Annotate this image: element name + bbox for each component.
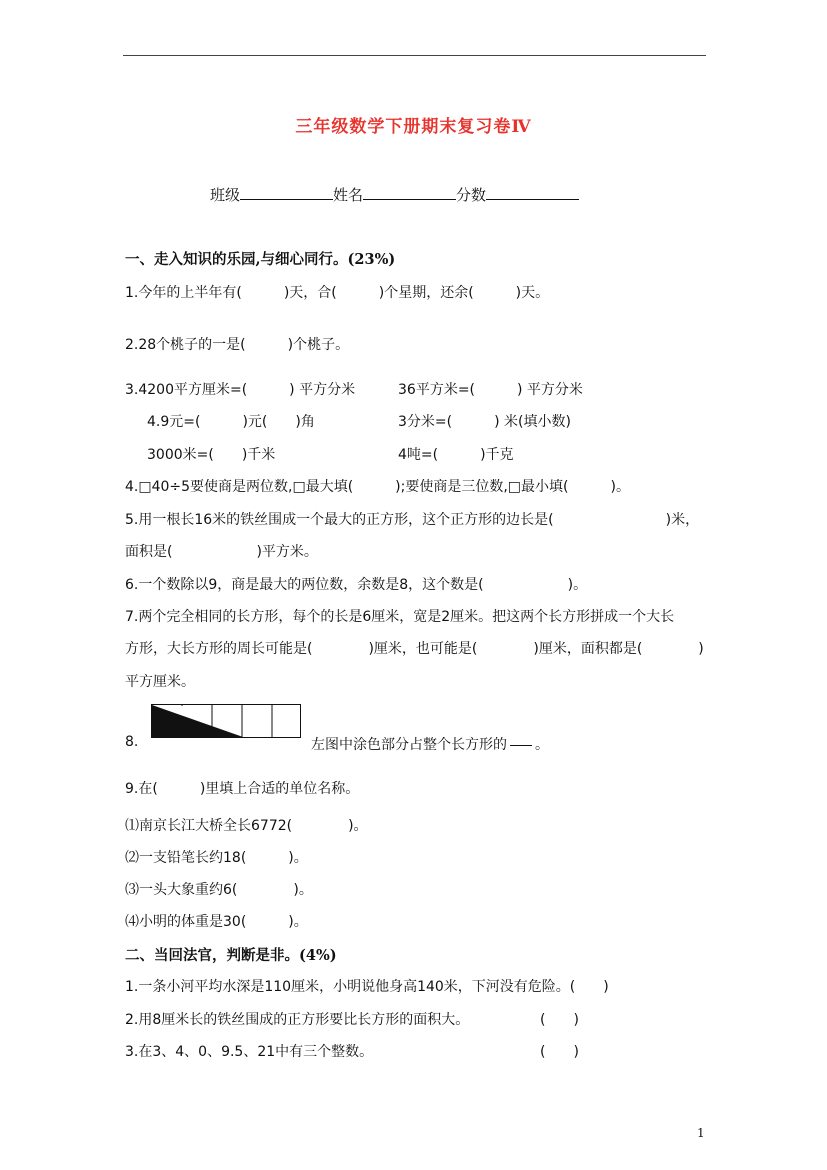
judge-3-blank[interactable]: ( ) (540, 1044, 579, 1060)
judge-3: 3.在3、4、0、9.5、21中有三个整数。 (125, 1044, 374, 1060)
question-3a: 3.4200平方厘米=( ) 平方分米 (125, 382, 356, 398)
question-3c: 4.9元=( )元( )角 (147, 414, 315, 430)
score-blank[interactable] (486, 185, 579, 200)
question-8-text (311, 734, 549, 754)
question-9: 9.在( )里填上合适的单位名称。 (125, 781, 360, 797)
fraction-blank[interactable] (510, 745, 532, 746)
question-4: 4.□40÷5要使商是两位数,□最大填( );要使商是三位数,□最小填( )。 (125, 479, 630, 495)
question-1: 1.今年的上半年有( )天，合( )个星期，还余( )天。 (125, 285, 550, 301)
question-3e: 3000米=( )千米 (147, 447, 276, 463)
question-5b: 面积是( )平方米。 (125, 544, 318, 560)
class-blank[interactable] (240, 185, 333, 200)
score-label: 分数 (456, 186, 487, 204)
question-7c: 平方厘米。 (125, 674, 195, 690)
question-9-3: ⑶一头大象重约6( )。 (125, 882, 313, 898)
name-blank[interactable] (363, 185, 456, 200)
page-number: 1 (697, 1126, 705, 1140)
judge-1: 1.一条小河平均水深是110厘米，小明说他身高140米，下河没有危险。( ) (125, 979, 609, 995)
question-5a: 5.用一根长16米的铁丝围成一个最大的正方形，这个正方形的边长是( )米， (125, 512, 700, 528)
shaded-rectangle-figure (151, 704, 301, 738)
question-3d: 3分米=( ) 米(填小数) (398, 414, 571, 430)
page-title: 三年级数学下册期末复习卷Ⅳ (295, 117, 532, 137)
student-info-row (210, 184, 579, 205)
section-1-heading: 一、走入知识的乐园,与细心同行。(23%) (125, 251, 396, 268)
question-8-number: 8. (125, 734, 139, 750)
class-label: 班级 (210, 186, 241, 204)
question-9-4: ⑷小明的体重是30( )。 (125, 914, 308, 930)
question-9-1: ⑴南京长江大桥全长6772( )。 (125, 818, 368, 834)
question-8-end: 。 (535, 737, 549, 753)
question-8-prompt: 左图中涂色部分占整个长方形的 (311, 737, 507, 753)
question-7a: 7.两个完全相同的长方形，每个的长是6厘米，宽是2厘米。把这两个长方形拼成一个大长 (125, 609, 675, 625)
section-2-heading: 二、当回法官，判断是非。(4%) (125, 947, 337, 964)
judge-2-blank[interactable]: ( ) (540, 1012, 579, 1028)
name-label: 姓名 (333, 186, 364, 204)
question-6: 6.一个数除以9，商是最大的两位数，余数是8，这个数是( )。 (125, 577, 588, 593)
question-2: 2.28个桃子的一是( )个桃子。 (125, 337, 350, 353)
question-9-2: ⑵一支铅笔长约18( )。 (125, 850, 308, 866)
judge-2: 2.用8厘米长的铁丝围成的正方形要比长方形的面积大。 (125, 1012, 470, 1028)
question-3b: 36平方米=( ) 平方分米 (398, 382, 583, 398)
header-rule (123, 55, 706, 56)
question-7b: 方形，大长方形的周长可能是( )厘米，也可能是( )厘米，面积都是( ) (125, 641, 704, 657)
question-3f: 4吨=( )千克 (398, 447, 514, 463)
shaded-triangle (152, 705, 243, 737)
